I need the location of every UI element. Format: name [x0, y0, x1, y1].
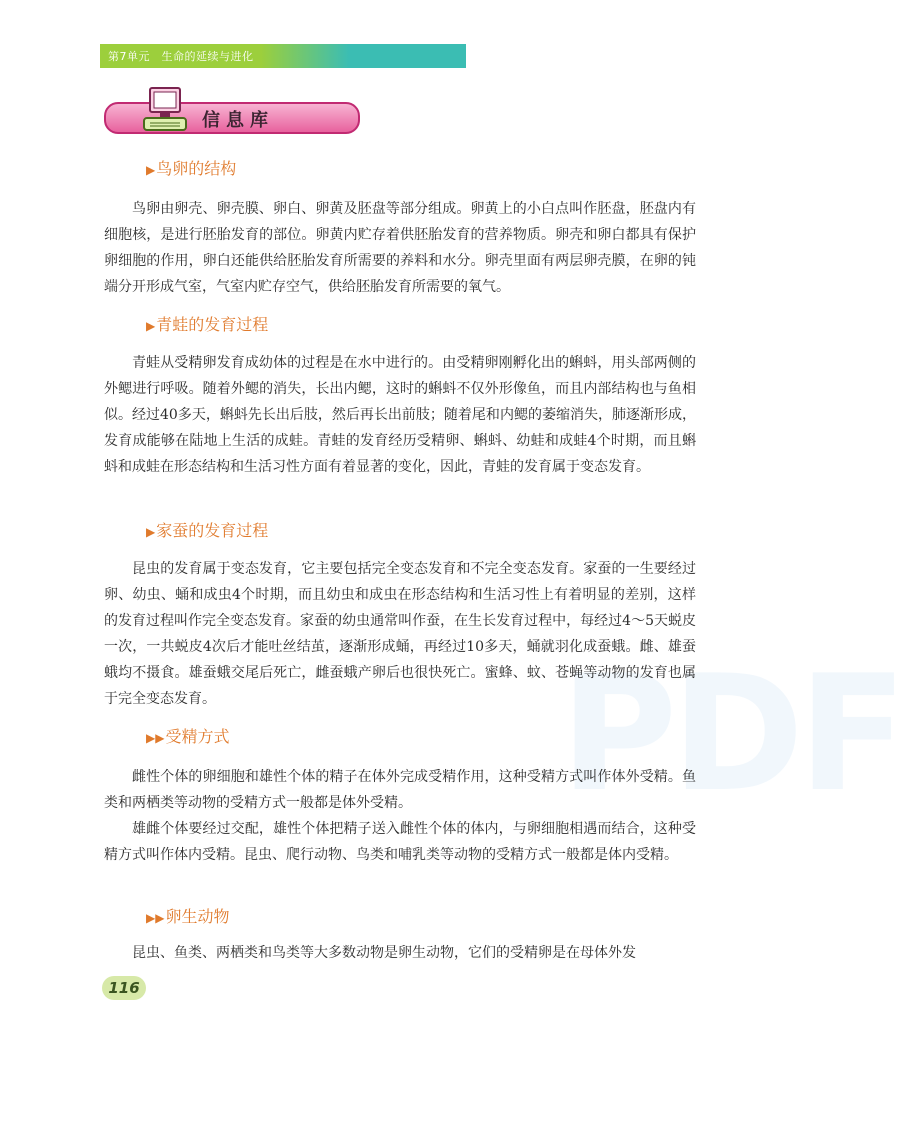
section-title-frog-development: ▶青蛙的发育过程 — [146, 315, 269, 334]
banner-title: 信息库 — [202, 110, 274, 131]
section-marker: ▶▶ — [146, 911, 165, 925]
section-marker: ▶ — [146, 525, 156, 539]
paragraph-internal-fertilization: 雄雌个体要经过交配，雄性个体把精子送入雌性个体的体内，与卵细胞相遇而结合，这种受精方式叫作体内受精。昆虫、爬行动物、鸟类和哺乳类等动物的受精方式一般都是体内受精。 — [104, 821, 696, 863]
unit-header-bar — [100, 44, 466, 68]
unit-title: 第7单元 生命的延续与进化 — [108, 50, 254, 63]
section-marker: ▶ — [146, 319, 156, 333]
computer-icon — [142, 86, 188, 138]
section-title-oviparous-animals: ▶▶卵生动物 — [146, 907, 230, 926]
section-marker: ▶▶ — [146, 731, 165, 745]
page-number: 116 — [102, 976, 146, 1000]
paragraph-egg-structure: 鸟卵由卵壳、卵壳膜、卵白、卵黄及胚盘等部分组成。卵黄上的小白点叫作胚盘，胚盘内有细胞核，是进行胚胎发育的部位。卵黄内贮存着供胚胎发育的营养物质。卵壳和卵白都具有保护卵细胞的作用，卵白还能供给胚胎发育所需要的养料和水分。卵壳里面有两层卵壳膜，在卵的钝端分开形成气室，气室内贮存空气，供给胚胎发育所需要的氧气。 — [104, 201, 696, 295]
paragraph-frog-development: 青蛙从受精卵发育成幼体的过程是在水中进行的。由受精卵刚孵化出的蝌蚪，用头部两侧的外鳃进行呼吸。随着外鳃的消失，长出内鳃，这时的蝌蚪不仅外形像鱼，而且内部结构也与鱼相似。经过40多天，蝌蚪先长出后肢，然后再长出前肢；随着尾和内鳃的萎缩消失，肺逐渐形成，发育成能够在陆地上生活的成蛙。青蛙的发育经历受精卵、蝌蚪、幼蛙和成蛙4个时期，而且蝌蚪和成蛙在形态结构和生活习性方面有着显著的变化，因此，青蛙的发育属于变态发育。 — [104, 355, 696, 475]
section-title-silkworm-development: ▶家蚕的发育过程 — [146, 521, 269, 540]
watermark: PDF — [560, 640, 901, 827]
section-marker: ▶ — [146, 163, 156, 177]
section-title-fertilization: ▶▶受精方式 — [146, 727, 230, 746]
section-title-egg-structure: ▶鸟卵的结构 — [146, 159, 237, 178]
paragraph-silkworm-development: 昆虫的发育属于变态发育，它主要包括完全变态发育和不完全变态发育。家蚕的一生要经过卵、幼虫、蛹和成虫4个时期，而且幼虫和成虫在形态结构和生活习性上有着明显的差别，这样的发育过程叫作完全变态发育。家蚕的幼虫通常叫作蚕，在生长发育过程中，每经过4～5天蜕皮一次，一共蜕皮4次后才能吐丝结茧，逐渐形成蛹，再经过10多天，蛹就羽化成蚕蛾。雌、雄蚕蛾均不摄食。雄蚕蛾交尾后死亡，雌蚕蛾产卵后也很快死亡。蜜蜂、蚊、苍蝇等动物的发育也属于完全变态发育。 — [104, 561, 696, 707]
paragraph-external-fertilization: 雌性个体的卵细胞和雄性个体的精子在体外完成受精作用，这种受精方式叫作体外受精。鱼类和两栖类等动物的受精方式一般都是体外受精。 — [104, 769, 696, 811]
paragraph-oviparous-animals: 昆虫、鱼类、两栖类和鸟类等大多数动物是卵生动物，它们的受精卵是在母体外发 — [132, 945, 636, 961]
